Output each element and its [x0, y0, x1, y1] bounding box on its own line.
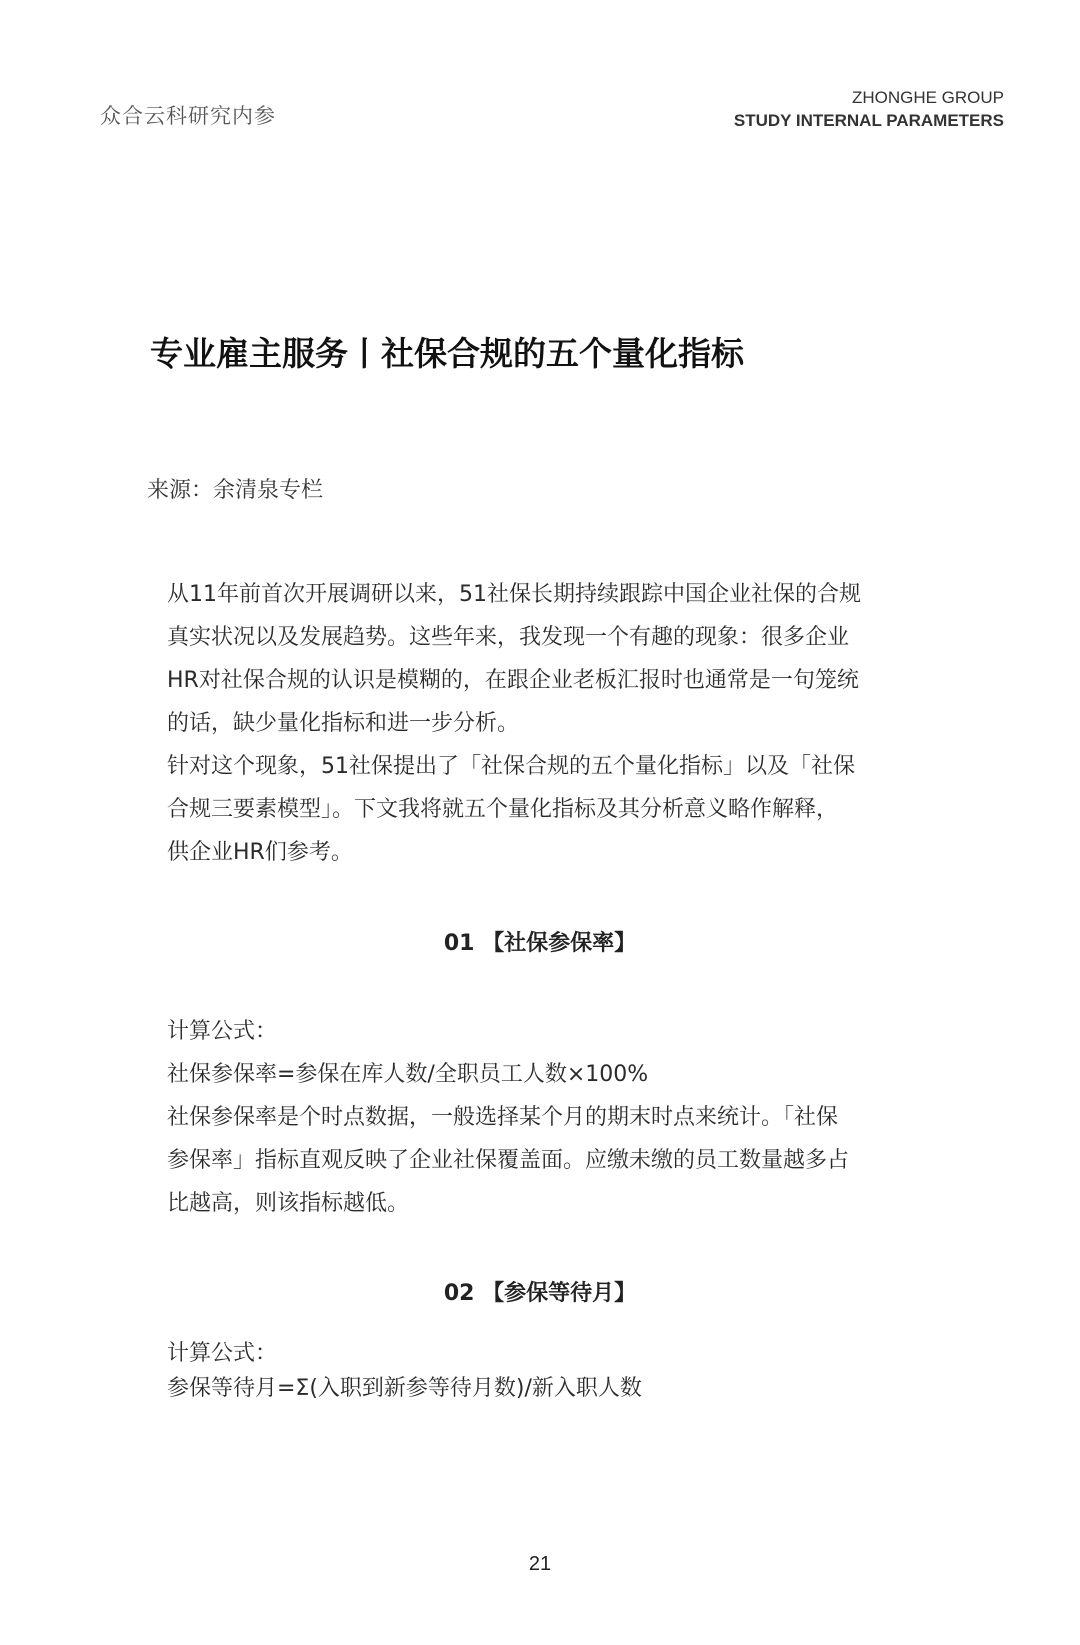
intro-line: 真实状况以及发展趋势。这些年来，我发现一个有趣的现象：很多企业: [167, 625, 850, 650]
publisher-name: ZHONGHE GROUP: [851, 88, 1004, 107]
intro-line: 针对这个现象，51社保提出了「社保合规的五个量化指标」以及「社保: [167, 754, 855, 779]
intro-line: 的话，缺少量化指标和进一步分析。: [167, 711, 520, 736]
section-body-01: [167, 1010, 927, 1225]
section-line: 计算公式：: [167, 1019, 278, 1044]
section-body-02: [167, 1336, 927, 1406]
section-heading-01: 01 【社保参保率】: [443, 931, 637, 956]
section-line: 社保参保率是个时点数据，一般选择某个月的期末时点来统计。「社保: [167, 1105, 839, 1130]
publisher-block: [734, 86, 1004, 132]
section-line: 参保等待月=Σ(入职到新参等待月数)/新入职人数: [167, 1376, 642, 1401]
intro-line: 从11年前首次开展调研以来，51社保长期持续跟踪中国企业社保的合规: [167, 582, 861, 607]
article-source: 来源：余清泉专栏: [147, 478, 324, 503]
section-heading-02: 02 【参保等待月】: [443, 1281, 637, 1306]
intro-line: 供企业HR们参考。: [167, 840, 353, 865]
article-title: 专业雇主服务丨社保合规的五个量化指标: [150, 334, 744, 373]
page-number: 21: [528, 1553, 552, 1575]
intro-line: HR对社保合规的认识是模糊的，在跟企业老板汇报时也通常是一句笼统: [167, 668, 859, 693]
section-line: 参保率」指标直观反映了企业社保覆盖面。应缴未缴的员工数量越多占: [167, 1148, 850, 1173]
section-line: 社保参保率=参保在库人数/全职员工人数×100%: [167, 1062, 649, 1087]
publication-subtitle: STUDY INTERNAL PARAMETERS: [733, 111, 1004, 130]
intro-paragraph: [167, 573, 927, 874]
section-line: 比越高，则该指标越低。: [167, 1191, 410, 1216]
intro-line: 合规三要素模型」。下文我将就五个量化指标及其分析意义略作解释，: [167, 797, 839, 822]
publication-name: 众合云科研究内参: [100, 104, 276, 128]
section-line: 计算公式：: [167, 1341, 278, 1366]
